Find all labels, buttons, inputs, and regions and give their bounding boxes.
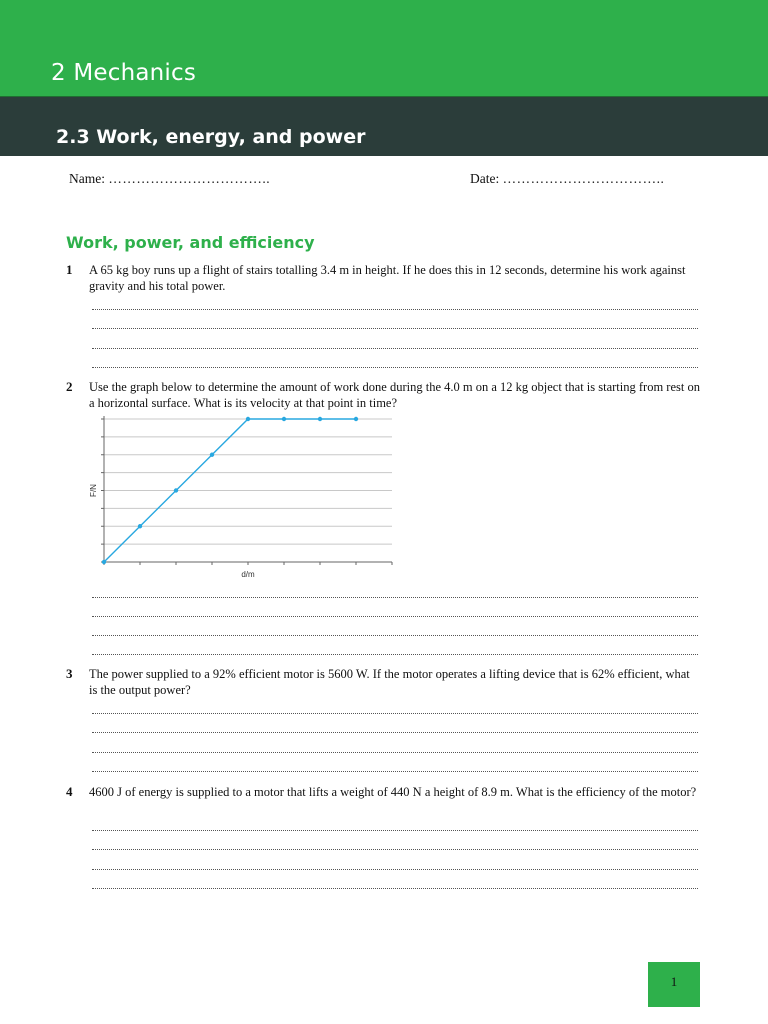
question-text: Use the graph below to determine the amount of work done during the 4.0 m on a 12 kg object that is starting from rest on a horizontal surface. What is its velocity at that point in time? xyxy=(89,380,700,410)
question-number: 1 xyxy=(66,262,73,277)
date-field xyxy=(470,171,664,187)
data-point xyxy=(174,488,178,492)
force-distance-graph xyxy=(86,413,396,585)
answer-line xyxy=(92,367,698,368)
question-number: 2 xyxy=(66,379,73,394)
data-point xyxy=(354,417,358,421)
answer-line xyxy=(92,752,698,753)
answer-line xyxy=(92,328,698,329)
subheading: Work, power, and efficiency xyxy=(66,233,315,252)
question-number: 3 xyxy=(66,666,73,681)
answer-line xyxy=(92,888,698,889)
answer-line xyxy=(92,849,698,850)
answer-line xyxy=(92,771,698,772)
name-field xyxy=(69,171,270,187)
question-text: 4600 J of energy is supplied to a motor that lifts a weight of 440 N a height of 8.9 m. What is the efficiency of the motor? xyxy=(89,785,697,799)
answer-line xyxy=(92,635,698,636)
data-point xyxy=(210,453,214,457)
data-point xyxy=(318,417,322,421)
data-point xyxy=(138,524,142,528)
answer-line xyxy=(92,830,698,831)
data-point xyxy=(246,417,250,421)
answer-line xyxy=(92,654,698,655)
data-point xyxy=(282,417,286,421)
question-text: The power supplied to a 92% efficient motor is 5600 W. If the motor operates a lifting device that is 62% efficient, what is the output power? xyxy=(89,667,690,697)
question-number: 4 xyxy=(66,784,73,799)
page-number: 1 xyxy=(670,974,678,989)
name-dots: …………………………….. xyxy=(108,171,271,186)
question-text: A 65 kg boy runs up a flight of stairs totalling 3.4 m in height. If he does this in 12 seconds, determine his work against gravity and his total power. xyxy=(89,263,686,293)
x-axis-label: d/m xyxy=(241,570,255,579)
chapter-title: 2 Mechanics xyxy=(51,60,197,86)
answer-line xyxy=(92,869,698,870)
section-title: 2.3 Work, energy, and power xyxy=(56,126,366,148)
data-point xyxy=(102,560,106,564)
y-axis-label: F/N xyxy=(89,484,98,497)
date-dots: …………………………….. xyxy=(502,171,665,186)
answer-line xyxy=(92,616,698,617)
answer-line xyxy=(92,597,698,598)
answer-line xyxy=(92,713,698,714)
answer-line xyxy=(92,309,698,310)
date-label: Date: xyxy=(470,171,500,186)
answer-line xyxy=(92,348,698,349)
page-number-box xyxy=(648,962,700,1007)
answer-line xyxy=(92,732,698,733)
name-label: Name: xyxy=(69,171,105,186)
